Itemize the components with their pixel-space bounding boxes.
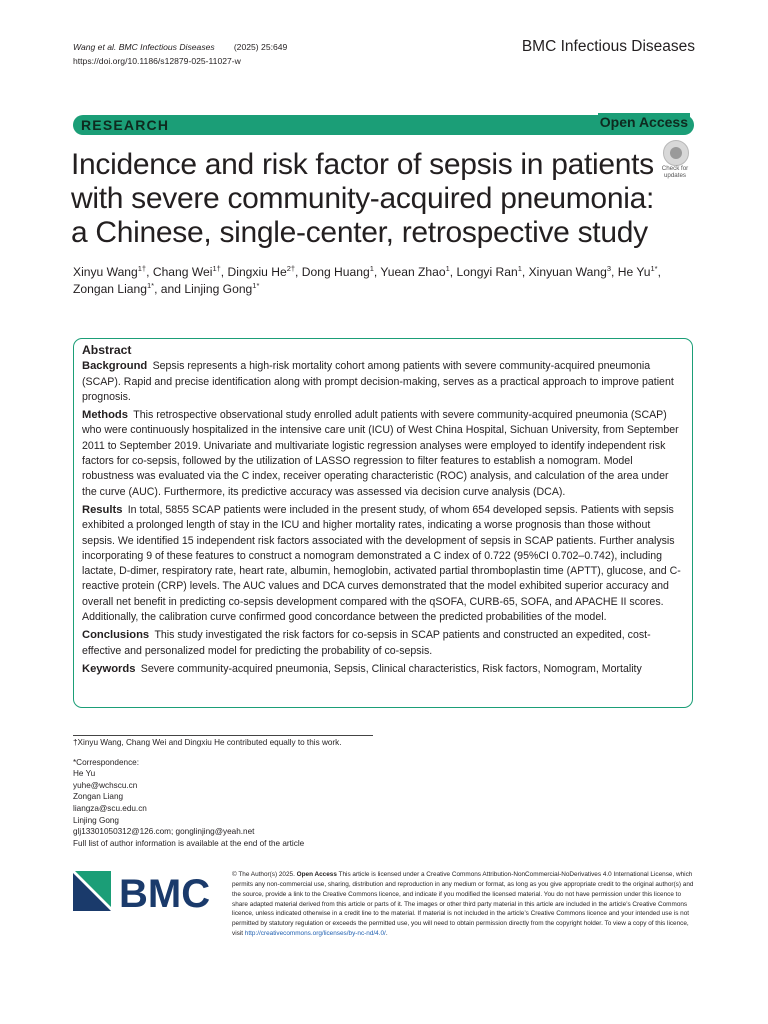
- correspondence-line: Zongan Liang: [73, 792, 124, 802]
- abstract-box: [73, 338, 693, 708]
- abstract-section-label: Keywords: [82, 662, 136, 675]
- equal-contribution-note: †Xinyu Wang, Chang Wei and Dingxiu He contributed equally to this work.: [73, 738, 342, 747]
- author-affiliation-marker: 1: [517, 264, 522, 273]
- correspondence-line: He Yu: [73, 769, 96, 779]
- abstract-section-background: [82, 359, 684, 405]
- authors-and: and: [160, 282, 181, 296]
- author-affiliation-marker: 2†: [286, 264, 296, 273]
- copyright: © The Author(s) 2025.: [232, 871, 295, 878]
- author-affiliation-marker: 1†: [137, 264, 147, 273]
- license-text: [232, 870, 694, 939]
- author-name[interactable]: Xinyuan Wang: [528, 265, 607, 279]
- citation-authors: Wang et al. BMC Infectious Diseases: [73, 42, 215, 52]
- journal-name: BMC Infectious Diseases: [521, 38, 695, 55]
- license-end: .: [385, 930, 388, 938]
- citation-year-volume: (2025) 25:649: [233, 42, 288, 52]
- author-name[interactable]: Yuean Zhao: [380, 265, 446, 279]
- author-affiliation-marker: 1*: [146, 281, 155, 290]
- abstract-heading: Abstract: [82, 343, 132, 357]
- article-type-label: RESEARCH: [81, 117, 170, 133]
- citation-block: [73, 40, 287, 68]
- abstract-section-methods: [82, 408, 684, 500]
- abstract-section-label: Results: [82, 503, 123, 516]
- author-name[interactable]: Zongan Liang: [73, 282, 147, 296]
- author-affiliation-marker: 1: [369, 264, 374, 273]
- license-body: This article is licensed under a Creative Commons Attribution-NonCommercial-NoDerivatives 4.0 International License, which permits any non-commercial use, sharing, distribution and reproduction in any medium or format, as long as you give appropriate credit to the original author(s) and the source, provide a link to the Creative Commons licence, and indicate if you modified the licensed material. You do not have permission under this licence to share adapted material derived from this article or parts of it. The images or other third party material in this article are included in the article’s Creative Commons licence, unless indicated otherwise in a credit line to the material. If material is not included in the article’s Creative Commons licence and your intended use is not permitted by statutory regulation or exceeds the permitted use, you will need to obtain permission directly from the copyright holder. To view a copy of this licence, visit: [232, 871, 694, 938]
- correspondence-label: *Correspondence:: [73, 757, 139, 767]
- author-affiliation-marker: 3: [606, 264, 611, 273]
- author-affiliation-marker: 1†: [212, 264, 221, 273]
- bmc-logo-graphic: [73, 869, 215, 913]
- abstract-section-conclusions: [82, 628, 684, 659]
- check-updates-line2: updates: [663, 172, 687, 179]
- footnotes: [73, 737, 342, 849]
- correspondence-line: Full list of author information is available at the end of the article: [73, 838, 305, 848]
- abstract-section-label: Background: [82, 360, 148, 373]
- abstract-section-label: Methods: [82, 409, 128, 422]
- author-affiliation-marker: 1*: [650, 264, 658, 273]
- abstract-section-text: In total, 5855 SCAP patients were included in the present study, of whom 654 developed sepsis. Patients with sepsis exhibited a prolonged length of stay in the ICU and higher mortality rates, indicating a worse prognosis than those without sepsis. We identified 15 independent risk factors associated with the development of sepsis in SCAP patients. Further analysis incorporating 9 of these features to construct a nomogram demonstrated a C index of 0.722 (95%CI 0.702–0.742), including lactate, D-dimer, respiratory rate, heart rate, albumin, hemoglobin, activated partial thromboplastin time (APTT), glucose, and C-reactive protein (CRP) levels. The AUC values and DCA curves demonstrated that the model exhibited superior accuracy and overall net benefit in predicting co-sepsis development compared with the qSOFA, CURB-65, SOFA, and APACHE II scores. Additionally, the calibration curve confirmed good concordance between the predicted probabilities of the model.: [82, 503, 681, 624]
- check-updates-line1: Check for: [661, 165, 689, 172]
- correspondence-line[interactable]: liangza@scu.edu.cn: [73, 803, 147, 813]
- correspondence-line[interactable]: glj13301050312@126.com; gonglinjing@yeah.net: [73, 827, 255, 837]
- author-name[interactable]: Dong Huang: [301, 265, 370, 279]
- author-name[interactable]: He Yu: [617, 265, 651, 279]
- license-open-access: Open Access: [296, 871, 337, 878]
- article-title: Incidence and risk factor of sepsis in patients with severe community-acquired pneumonia: a Chinese, single-center, retrospective study: [71, 148, 654, 249]
- abstract-section-keywords: [82, 662, 684, 677]
- author-name[interactable]: Xinyu Wang: [73, 265, 138, 279]
- correspondence-line: Linjing Gong: [73, 815, 119, 825]
- open-access-label: Open Access: [599, 114, 688, 130]
- bmc-logo: [73, 869, 215, 913]
- bmc-logo-text: BMC: [119, 872, 211, 913]
- article-type-bar: [73, 115, 694, 135]
- correspondence-lines: [73, 768, 342, 849]
- author-affiliation-marker: 1: [445, 264, 450, 273]
- author-affiliation-marker: 1*: [252, 281, 260, 290]
- author-name[interactable]: Dingxiu He: [227, 265, 287, 279]
- abstract-section-text: Sepsis represents a high-risk mortality cohort among patients with severe community-acquired pneumonia (SCAP). Rapid and precise identification along with prompt decision-making, serves as a practical approach to improve patient prognosis.: [82, 360, 674, 403]
- doi-link[interactable]: https://doi.org/10.1186/s12879-025-11027-w: [73, 56, 241, 66]
- correspondence-line[interactable]: yuhe@wchscu.cn: [73, 780, 138, 790]
- abstract-section-text: Severe community-acquired pneumonia, Sepsis, Clinical characteristics, Risk factors, Nomogram, Mortality: [140, 662, 642, 675]
- citation-line: [73, 40, 287, 54]
- author-name[interactable]: Longyi Ran: [456, 265, 518, 279]
- author-name[interactable]: Linjing Gong: [184, 282, 253, 296]
- author-name[interactable]: Chang Wei: [152, 265, 213, 279]
- license-link[interactable]: http://creativecommons.org/licenses/by-nc-nd/4.0/: [244, 930, 386, 938]
- author-list: Xinyu Wang$^{1\dagger}$, Chang Wei$^{1\dagger}$, Dingxiu $He^{2\dagger}$, Dong Huang$^1$, Yuean Zhao$^1$, Longyi Ran$^1$, Xinyuan Wang$^3$, He $Yu^{1*}$, Zongan Liang$^{1*}$, and Linjing Gong$^{1*}$: [73, 264, 661, 296]
- abstract-section-text: This retrospective observational study enrolled adult patients with severe community-acquired pneumonia (SCAP) who were continuously hospitalized in the intensive care unit (ICU) of West China Hospital, Sichuan University, from September 2011 to September 2019. Univariate and multivariate logistic regression analyses were employed to identify independent risk factors for co-sepsis, followed by the utilization of LASSO regression to filter features to establish a nomogram. Model robustness was evaluated via the C index, receiver operating characteristic (ROC) analysis, and calculation of the area under the curve (AUC). Furthermore, its predictive accuracy was assessed via decision curve analysis (DCA).: [82, 409, 679, 498]
- footnote-divider: [73, 735, 373, 736]
- abstract-section-label: Conclusions: [82, 629, 150, 642]
- abstract-section-results: [82, 503, 684, 625]
- abstract-content: [82, 343, 684, 680]
- abstract-section-text: This study investigated the risk factors for co-sepsis in SCAP patients and constructed an expedited, cost-effective and personalized model for predicting the probability of co-sepsis.: [82, 629, 651, 657]
